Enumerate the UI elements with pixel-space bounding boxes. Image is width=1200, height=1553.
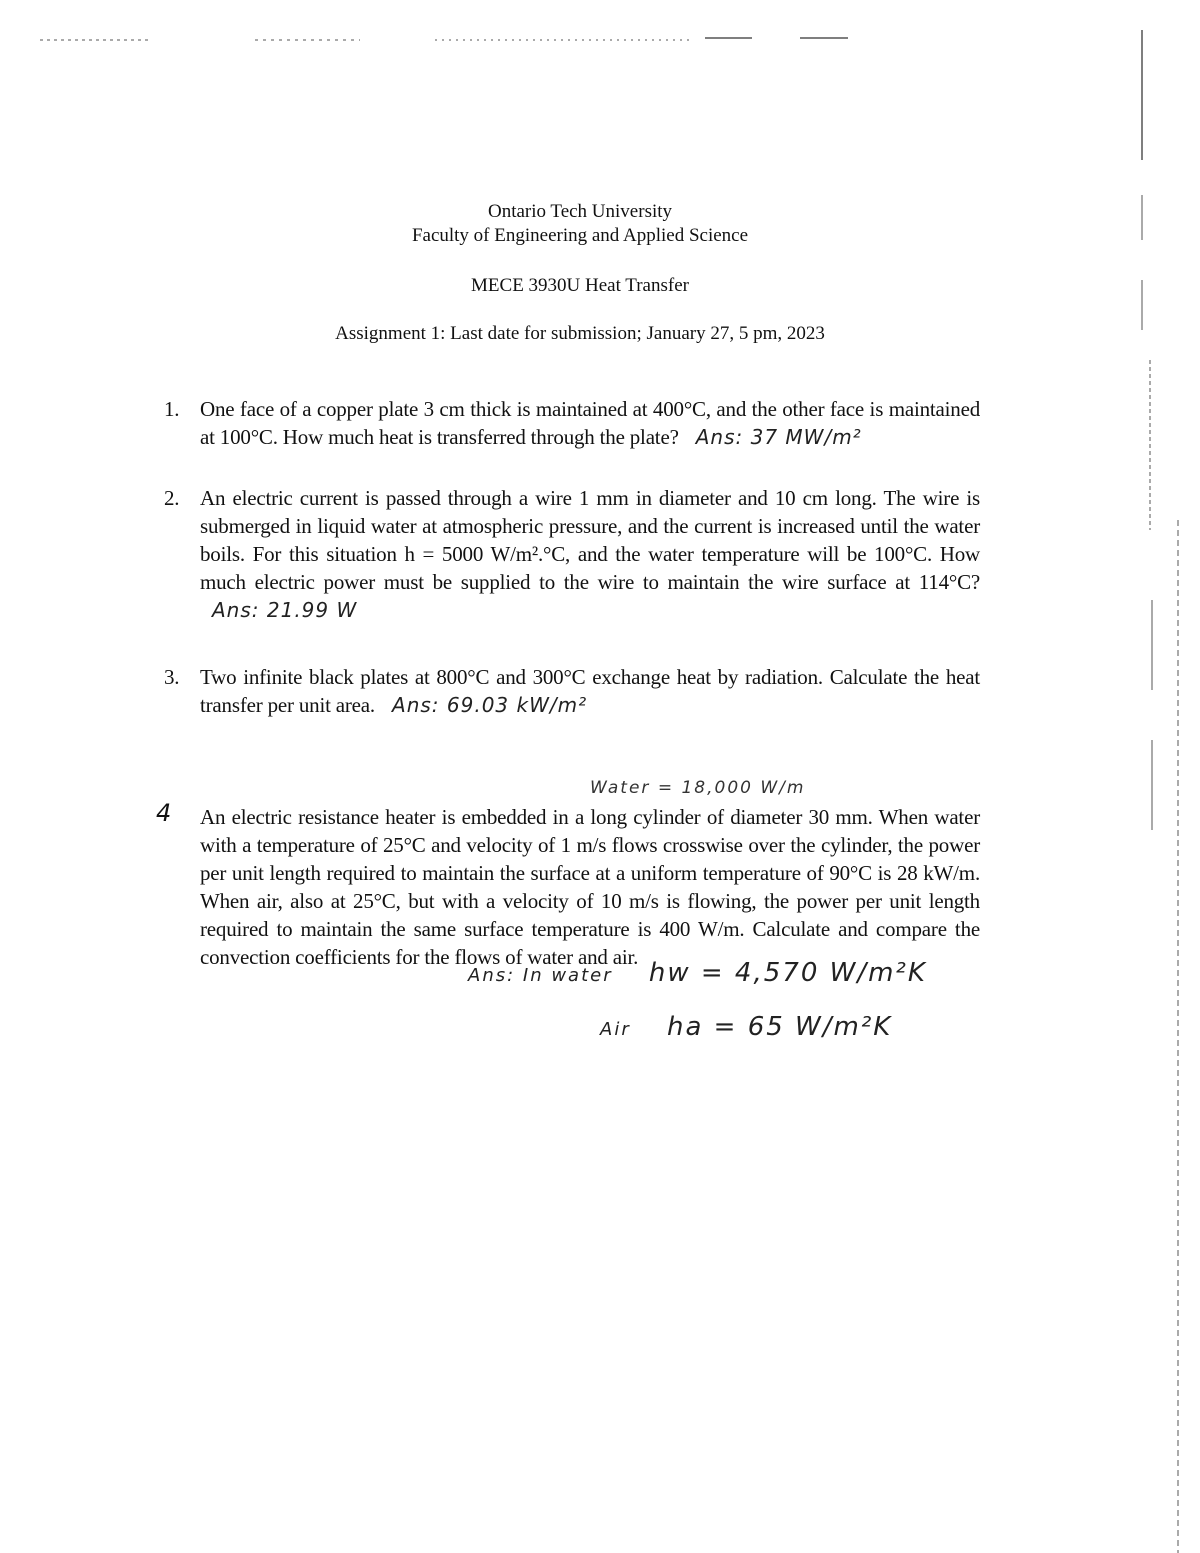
handwritten-answer: Ans: 69.03 kW/m² xyxy=(392,693,588,717)
question-2 xyxy=(164,484,980,624)
question-number: 3. xyxy=(164,665,180,689)
question-number: 1. xyxy=(164,397,180,421)
answer-value: ha = 65 W/m²K xyxy=(666,1012,893,1042)
document-header xyxy=(0,200,1160,346)
question-text: An electric resistance heater is embedded in a long cylinder of diameter 30 mm. When water with a temperature of 25°C and velocity of 1 m/s flows crosswise over the cylinder, the power per unit length required to maintain the surface at a uniform temperature of 90°C is 28 kW/m. When air, also at 25°C, but with a velocity of 10 m/s is flowing, the power per unit length required to maintain the same surface temperature is 400 W/m. Calculate and compare the convection coefficients for the flows of water and air. xyxy=(200,805,980,969)
question-1 xyxy=(164,395,980,451)
question-text: An electric current is passed through a wire 1 mm in diameter and 10 cm long. The wire is submerged in liquid water at atmospheric pressure, and the current is increased until the water boils. For this situation h = 5000 W/m².°C, and the water temperature will be 100°C. How much electric power must be supplied to the wire to maintain the wire surface at 114°C? xyxy=(200,486,980,594)
answer-label: Ans: In water xyxy=(468,965,613,986)
question-text: One face of a copper plate 3 cm thick is maintained at 400°C, and the other face is maintained at 100°C. How much heat is transferred through the plate? xyxy=(200,397,980,449)
handwritten-answer: Ans: 37 MW/m² xyxy=(695,425,862,449)
question-3 xyxy=(164,663,980,719)
question-number: 4 xyxy=(156,799,172,827)
answer-label: Air xyxy=(600,1019,631,1040)
handwritten-note: Water = 18,000 W/m xyxy=(590,778,806,798)
faculty-name: Faculty of Engineering and Applied Science xyxy=(411,225,749,246)
assignment-deadline: Assignment 1: Last date for submission; January 27, 5 pm, 2023 xyxy=(335,323,825,344)
handwritten-answer: Ans: 21.99 W xyxy=(212,598,358,622)
handwritten-answer-water xyxy=(468,958,927,988)
handwritten-answer-air xyxy=(600,1012,892,1042)
question-number: 2. xyxy=(164,486,180,510)
course-title: MECE 3930U Heat Transfer xyxy=(471,275,689,296)
university-name: Ontario Tech University xyxy=(487,201,673,222)
question-text: Two infinite black plates at 800°C and 300°C exchange heat by radiation. Calculate the heat transfer per unit area. xyxy=(200,665,980,717)
question-4 xyxy=(156,799,980,971)
answer-value: hw = 4,570 W/m²K xyxy=(648,958,927,988)
